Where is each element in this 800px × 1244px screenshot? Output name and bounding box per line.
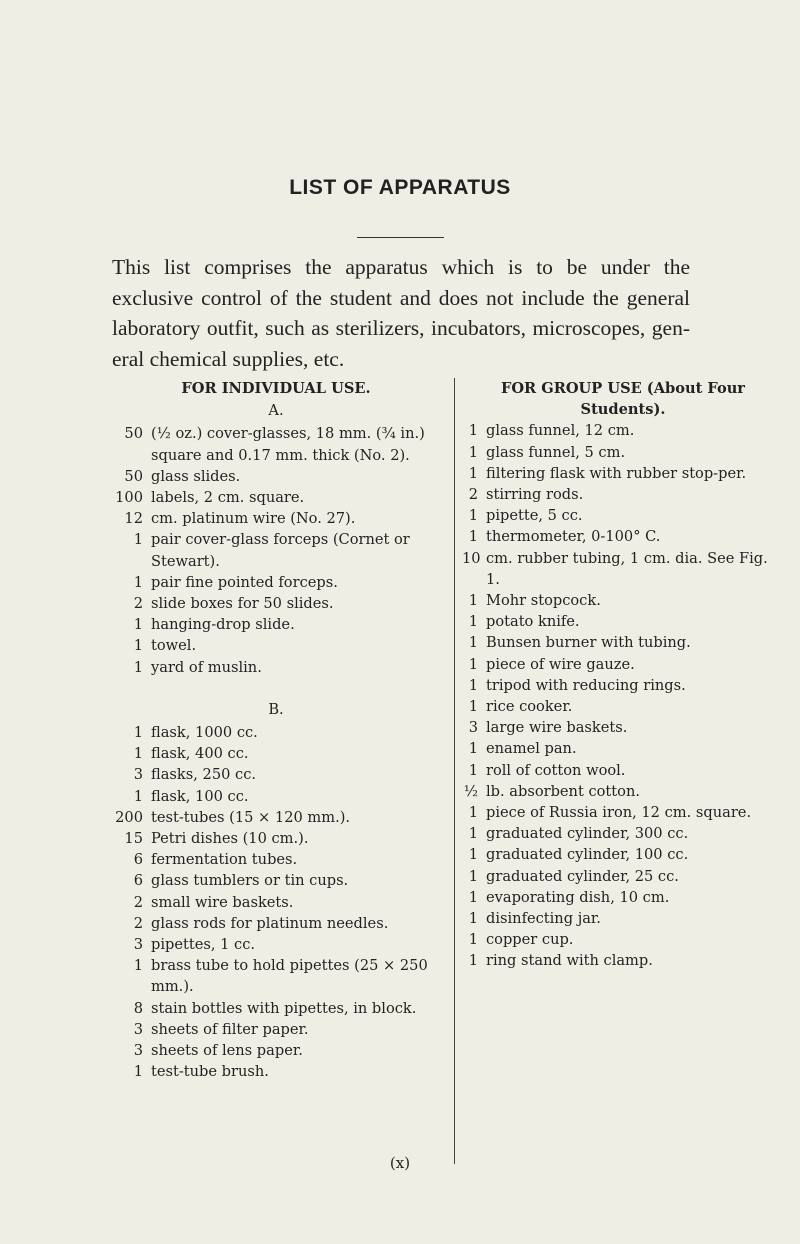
list-item (106, 487, 446, 508)
item-quantity: 50 (124, 425, 143, 443)
item-description: Mohr stopcock. (486, 592, 601, 610)
item-description: cm. rubber tubing, 1 cm. dia. See Fig. 1. (486, 549, 768, 588)
item-description: test-tubes (15 × 120 mm.). (151, 808, 351, 826)
item-description: brass tube to hold pipettes (25 × 250 mm.). (151, 957, 428, 996)
item-description: stain bottles with pipettes, in block. (151, 999, 417, 1017)
item-quantity: 1 (468, 910, 478, 928)
list-item (462, 929, 784, 950)
item-quantity: 1 (133, 531, 143, 549)
item-quantity: 1 (468, 761, 478, 779)
list-item (106, 807, 446, 828)
list-item (106, 466, 446, 487)
section-a-list (106, 423, 446, 677)
item-description: graduated cylinder, 300 cc. (486, 825, 689, 843)
list-item (106, 998, 446, 1019)
intro-line: exclusive control of the student and does not include the general (112, 285, 690, 310)
item-quantity: 1 (133, 787, 143, 805)
list-item (106, 635, 446, 656)
item-quantity: 1 (133, 724, 143, 742)
list-item (106, 423, 446, 465)
list-item (462, 802, 784, 823)
item-description: towel. (151, 637, 197, 655)
item-description: cm. platinum wire (No. 27). (151, 510, 356, 528)
item-description: sheets of filter paper. (151, 1020, 309, 1038)
group-use-heading: FOR GROUP USE (About Four (500, 380, 746, 397)
item-quantity: 1 (133, 658, 143, 676)
list-item (106, 786, 446, 807)
list-item (462, 781, 784, 802)
item-quantity: 3 (133, 936, 143, 954)
item-quantity: 12 (124, 510, 143, 528)
item-quantity: 10 (462, 549, 481, 567)
list-item (106, 529, 446, 571)
section-b-label: B. (268, 700, 284, 718)
list-item (106, 1061, 446, 1082)
list-item (106, 870, 446, 891)
section-a-label: A. (268, 402, 284, 420)
list-item (462, 738, 784, 759)
item-description: filtering flask with rubber stop-per. (486, 464, 747, 482)
item-description: copper cup. (486, 931, 574, 949)
item-description: glass funnel, 5 cm. (486, 443, 626, 461)
list-item (106, 743, 446, 764)
item-description: enamel pan. (486, 740, 577, 758)
item-quantity: 1 (468, 804, 478, 822)
item-quantity: 15 (124, 830, 143, 848)
list-item (462, 526, 784, 547)
list-item (462, 590, 784, 611)
list-item (462, 548, 784, 590)
list-item (462, 654, 784, 675)
item-quantity: 3 (468, 719, 478, 737)
list-item (462, 632, 784, 653)
item-quantity: 1 (133, 637, 143, 655)
list-item (106, 955, 446, 997)
page-number: (x) (389, 1154, 411, 1172)
item-quantity: 1 (468, 592, 478, 610)
item-quantity: 2 (133, 914, 143, 932)
item-quantity: 1 (468, 740, 478, 758)
item-quantity: 1 (468, 698, 478, 716)
group-use-column (462, 378, 784, 972)
item-quantity: 1 (468, 634, 478, 652)
item-description: glass funnel, 12 cm. (486, 422, 635, 440)
list-item (462, 908, 784, 929)
item-quantity: 1 (133, 616, 143, 634)
individual-use-heading: FOR INDIVIDUAL USE. (181, 380, 371, 397)
list-item (106, 764, 446, 785)
intro-line: This list comprises the apparatus which is to be under the (112, 255, 690, 279)
list-item (106, 722, 446, 743)
list-item (462, 866, 784, 887)
item-quantity: 1 (133, 745, 143, 763)
list-item (106, 508, 446, 529)
item-description: pipette, 5 cc. (486, 507, 583, 525)
list-item (106, 1019, 446, 1040)
list-item (462, 844, 784, 865)
individual-use-column (106, 378, 446, 1083)
item-quantity: 1 (468, 507, 478, 525)
item-description: (½ oz.) cover-glasses, 18 mm. (¾ in.) square and 0.17 mm. thick (No. 2). (151, 425, 425, 464)
list-item (462, 887, 784, 908)
intro-line: laboratory outfit, such as sterilizers, incubators, microscopes, gen- (112, 316, 690, 340)
intro-paragraph (112, 252, 690, 374)
item-description: disinfecting jar. (486, 910, 601, 928)
item-description: graduated cylinder, 100 cc. (486, 846, 689, 864)
list-item (106, 657, 446, 678)
list-item (462, 760, 784, 781)
item-quantity: 3 (133, 1042, 143, 1060)
item-description: evaporating dish, 10 cm. (486, 888, 670, 906)
item-quantity: 1 (468, 867, 478, 885)
item-quantity: 1 (133, 573, 143, 591)
list-item (462, 463, 784, 484)
item-description: glass tumblers or tin cups. (151, 872, 349, 890)
list-item (462, 696, 784, 717)
item-description: piece of Russia iron, 12 cm. square. (486, 804, 752, 822)
item-quantity: 6 (133, 851, 143, 869)
item-quantity: 2 (468, 486, 478, 504)
item-quantity: 6 (133, 872, 143, 890)
item-quantity: 2 (133, 595, 143, 613)
item-quantity: 50 (124, 467, 143, 485)
item-description: pipettes, 1 cc. (151, 936, 256, 954)
item-description: stirring rods. (486, 486, 584, 504)
item-description: sheets of lens paper. (151, 1042, 303, 1060)
list-item (106, 892, 446, 913)
list-item (462, 717, 784, 738)
item-description: yard of muslin. (151, 658, 262, 676)
item-description: flask, 400 cc. (151, 745, 249, 763)
list-item (462, 675, 784, 696)
list-item (462, 823, 784, 844)
item-quantity: 1 (468, 443, 478, 461)
item-quantity: 3 (133, 1020, 143, 1038)
item-quantity: 200 (115, 808, 143, 826)
item-quantity: 100 (115, 489, 143, 507)
item-description: ring stand with clamp. (486, 952, 653, 970)
list-item (106, 1040, 446, 1061)
item-quantity: 1 (468, 528, 478, 546)
item-description: fermentation tubes. (151, 851, 298, 869)
page-title: LIST OF APPARATUS (289, 176, 511, 199)
item-quantity: ½ (463, 782, 478, 800)
section-b-list (106, 722, 446, 1082)
item-description: labels, 2 cm. square. (151, 489, 305, 507)
list-item (462, 442, 784, 463)
group-use-heading-cont: Students). (580, 401, 666, 419)
item-description: glass slides. (151, 467, 241, 485)
item-description: pair fine pointed forceps. (151, 573, 338, 591)
item-description: thermometer, 0-100° C. (486, 528, 661, 546)
title-rule (357, 237, 444, 238)
list-item (106, 614, 446, 635)
list-item (106, 593, 446, 614)
item-quantity: 1 (468, 655, 478, 673)
item-quantity: 1 (133, 1063, 143, 1081)
item-description: flask, 100 cc. (151, 787, 249, 805)
item-description: lb. absorbent cotton. (486, 782, 640, 800)
item-description: graduated cylinder, 25 cc. (486, 867, 679, 885)
list-item (462, 950, 784, 971)
list-item (462, 484, 784, 505)
item-quantity: 1 (468, 613, 478, 631)
item-quantity: 1 (468, 846, 478, 864)
item-description: test-tube brush. (151, 1063, 269, 1081)
list-item (106, 572, 446, 593)
item-description: small wire baskets. (151, 893, 294, 911)
item-description: rice cooker. (486, 698, 573, 716)
list-item (462, 611, 784, 632)
item-quantity: 2 (133, 893, 143, 911)
item-description: flask, 1000 cc. (151, 724, 258, 742)
intro-line: eral chemical supplies, etc. (112, 346, 345, 371)
item-description: roll of cotton wool. (486, 761, 626, 779)
item-quantity: 1 (468, 825, 478, 843)
item-quantity: 1 (468, 676, 478, 694)
item-quantity: 3 (133, 766, 143, 784)
item-quantity: 1 (468, 931, 478, 949)
item-description: slide boxes for 50 slides. (151, 595, 334, 613)
item-quantity: 1 (468, 888, 478, 906)
list-item (106, 934, 446, 955)
column-divider (454, 378, 455, 1164)
item-quantity: 8 (133, 999, 143, 1017)
item-description: large wire baskets. (486, 719, 628, 737)
list-item (462, 420, 784, 441)
item-quantity: 1 (468, 464, 478, 482)
list-item (106, 913, 446, 934)
item-quantity: 1 (468, 422, 478, 440)
item-description: pair cover-glass forceps (Cornet or Stewart). (151, 531, 410, 570)
item-description: Petri dishes (10 cm.). (151, 830, 309, 848)
item-description: glass rods for platinum needles. (151, 914, 389, 932)
list-item (106, 849, 446, 870)
item-description: flasks, 250 cc. (151, 766, 257, 784)
item-description: tripod with reducing rings. (486, 676, 686, 694)
item-quantity: 1 (468, 952, 478, 970)
list-item (106, 828, 446, 849)
item-description: Bunsen burner with tubing. (486, 634, 691, 652)
item-quantity: 1 (133, 957, 143, 975)
item-description: hanging-drop slide. (151, 616, 295, 634)
list-item (462, 505, 784, 526)
group-list (462, 420, 784, 971)
item-description: potato knife. (486, 613, 580, 631)
item-description: piece of wire gauze. (486, 655, 635, 673)
